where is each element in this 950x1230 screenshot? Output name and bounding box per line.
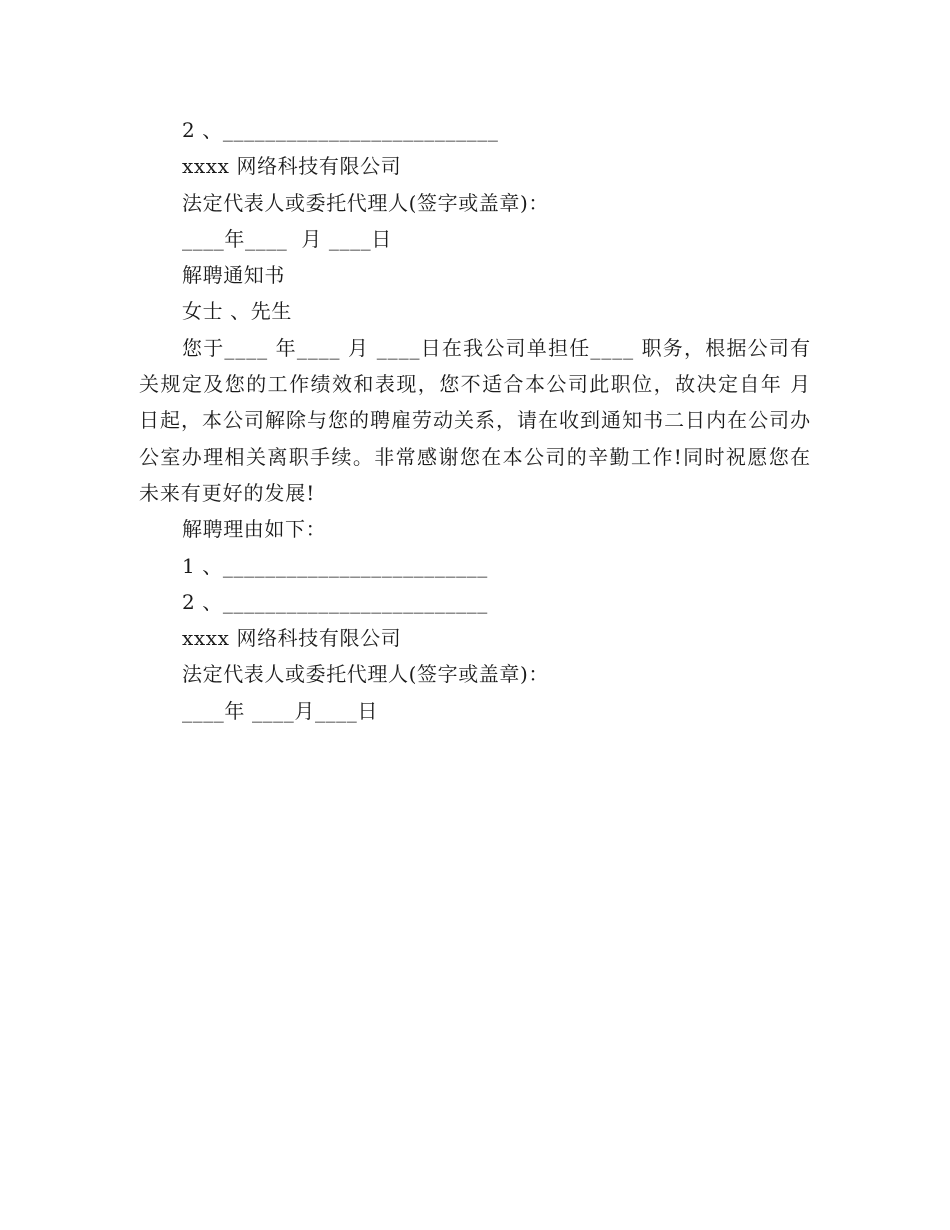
reasons-heading: 解聘理由如下： xyxy=(182,517,327,542)
reason-line-1: 1 、_________________________ xyxy=(182,553,488,578)
signature-label-top: 法定代表人或委托代理人(签字或盖章)： xyxy=(182,190,550,215)
salutation: 女士 、先生 xyxy=(182,299,292,324)
notice-body-paragraph: 您于____ 年____ 月 ____日在我公司单担任____ 职务，根据公司有关规定及您的工作绩效和表现，您不适合本公司此职位，故决定自年 月 日起，本公司解除与您的聘雇劳动关系，请在收到通知书二日内在公司办公室办理相关离职手续。非常感谢您在本公司的辛勤工作!同时祝愿您在未来有更好的发展! xyxy=(139,335,811,505)
date-line-bottom: ____年 ____月____日 xyxy=(182,698,378,723)
notice-title: 解聘通知书 xyxy=(182,263,285,288)
signature-label-bottom: 法定代表人或委托代理人(签字或盖章)： xyxy=(182,662,550,687)
company-name-top: xxxx 网络科技有限公司 xyxy=(182,154,402,179)
reason-line-2-top: 2 、__________________________ xyxy=(182,118,499,142)
company-name-bottom: xxxx 网络科技有限公司 xyxy=(182,626,402,651)
reason-line-2: 2 、_________________________ xyxy=(182,589,488,614)
document-body xyxy=(139,112,811,729)
date-line-top: ____年____ 月 ____日 xyxy=(182,226,392,251)
